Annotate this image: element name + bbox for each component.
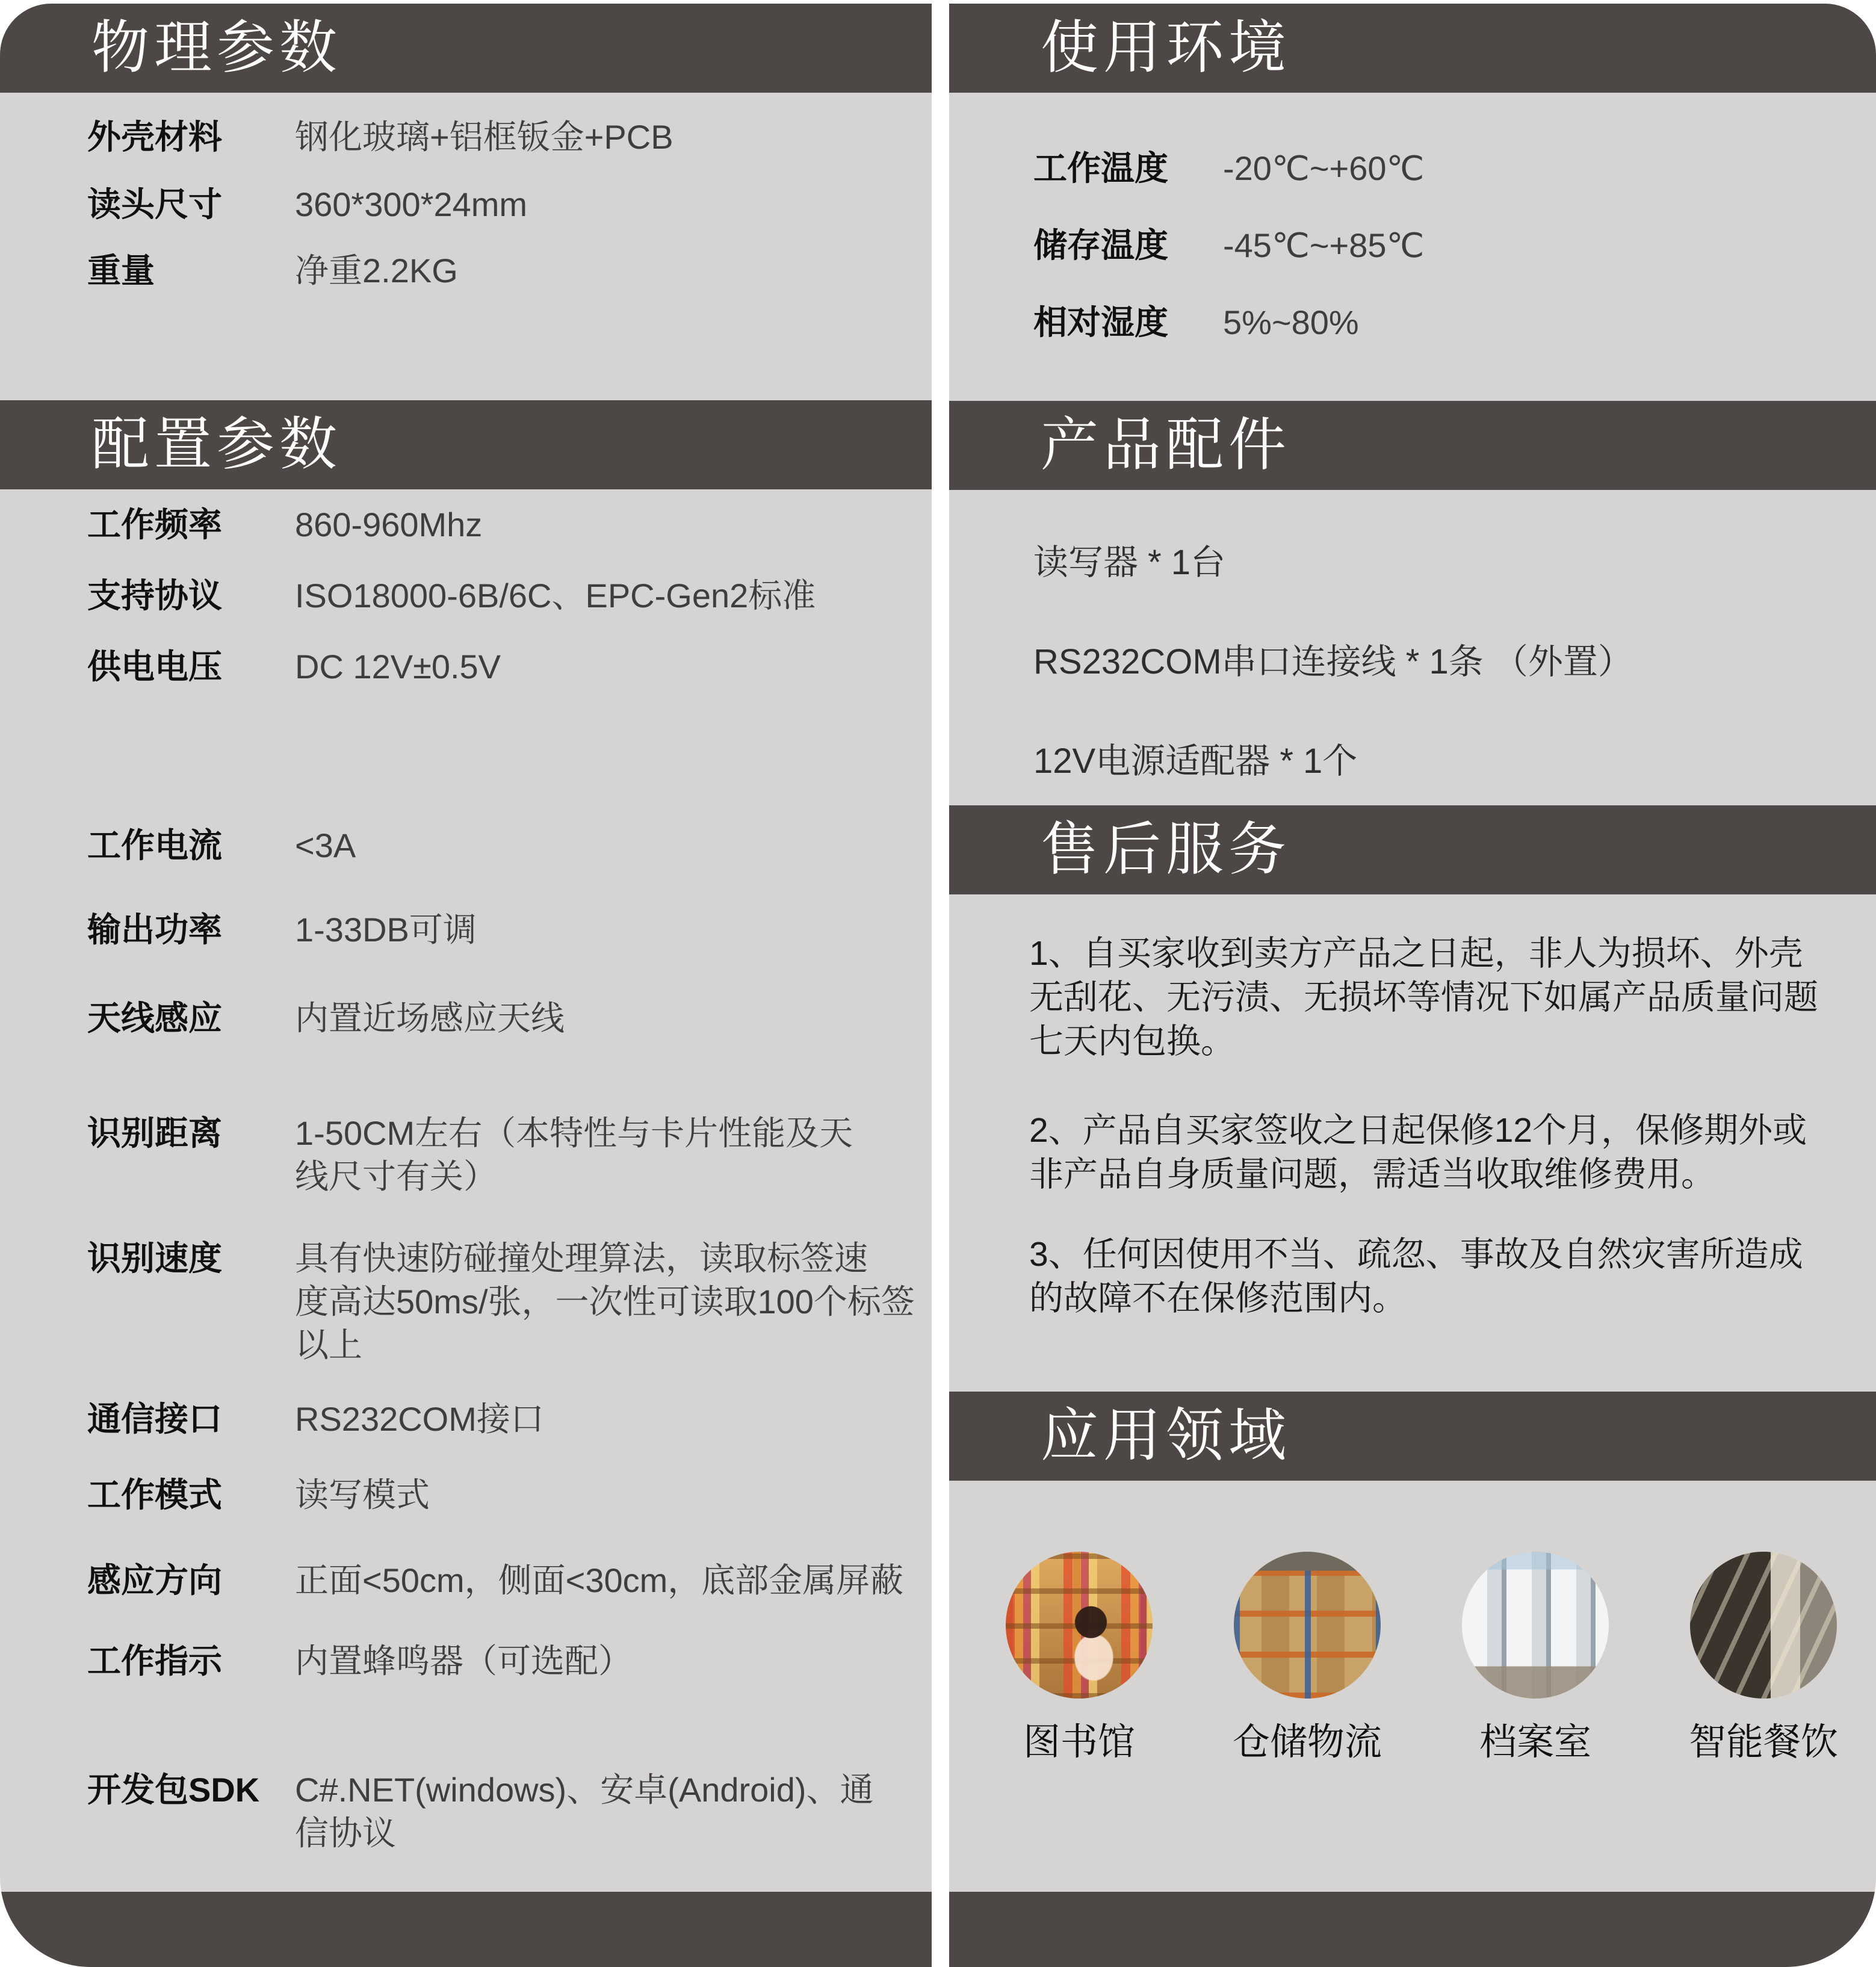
library-photo [1006, 1552, 1153, 1699]
section-title: 产品配件 [1041, 413, 1291, 477]
spec-value: 净重2.2KG [295, 252, 458, 290]
service-paragraph-1: 1、自买家收到卖方产品之日起，非人为损坏、外壳 无刮花、无污渍、无损坏等情况下如属产品质量问题 七天内包换。 [1029, 934, 1818, 1061]
section-title: 物理参数 [91, 16, 342, 80]
right-footer-bar [949, 1892, 1876, 1967]
spec-value: -45℃~+85℃ [1223, 226, 1425, 264]
spec-label: 输出功率 [87, 911, 222, 949]
spec-label: 通信接口 [87, 1400, 222, 1438]
spec-label: 工作温度 [1033, 149, 1168, 187]
spec-value: C#.NET(windows)、安卓(Android)、通 信协议 [295, 1771, 874, 1852]
warehouse-photo [1234, 1552, 1381, 1699]
accessory-item-adapter: 12V电源适配器 * 1个 [1033, 742, 1358, 781]
section-title: 使用环境 [1041, 16, 1291, 80]
spec-value: 内置近场感应天线 [295, 999, 565, 1037]
application-label-archive: 档案室 [1479, 1721, 1591, 1763]
spec-value: 1-33DB可调 [295, 911, 477, 949]
spec-label: 外壳材料 [87, 118, 222, 156]
spec-value: 具有快速防碰撞处理算法，读取标签速 度高达50ms/张，一次性可读取100个标签 以上 [295, 1239, 915, 1364]
spec-value: DC 12V±0.5V [295, 648, 501, 686]
restaurant-photo [1690, 1552, 1837, 1699]
spec-value: RS232COM接口 [295, 1400, 544, 1438]
spec-value: 360*300*24mm [295, 185, 528, 223]
left-panel [0, 4, 932, 1967]
spec-label: 开发包SDK [87, 1771, 260, 1809]
spec-label: 工作模式 [87, 1476, 222, 1514]
spec-label: 感应方向 [87, 1561, 222, 1599]
application-label-library: 图书馆 [1023, 1721, 1135, 1763]
service-paragraph-2: 2、产品自买家签收之日起保修12个月，保修期外或 非产品自身质量问题，需适当收取维修费用。 [1029, 1111, 1807, 1194]
application-label-restaurant: 智能餐饮 [1688, 1721, 1838, 1763]
spec-value: 1-50CM左右（本特性与卡片性能及天 线尺寸有关） [295, 1114, 853, 1195]
spec-value: <3A [295, 826, 356, 864]
spec-value: 钢化玻璃+铝框钣金+PCB [295, 118, 673, 156]
spec-label: 储存温度 [1033, 226, 1168, 264]
spec-value: 读写模式 [295, 1476, 430, 1514]
spec-label: 识别距离 [87, 1114, 222, 1152]
section-header-environment [949, 4, 1876, 93]
spec-label: 识别速度 [87, 1239, 222, 1277]
spec-value: 860-960Mhz [295, 506, 483, 544]
spec-value: 5%~80% [1223, 303, 1359, 341]
spec-label: 工作指示 [87, 1642, 222, 1680]
spec-label: 供电电压 [87, 648, 222, 686]
spec-label: 相对湿度 [1033, 303, 1168, 341]
spec-label: 工作电流 [87, 826, 222, 864]
accessory-item-reader: 读写器 * 1台 [1033, 543, 1226, 582]
section-header-accessories [949, 401, 1876, 490]
spec-value: 正面<50cm，侧面<30cm，底部金属屏蔽 [295, 1561, 904, 1599]
right-panel [949, 4, 1876, 1967]
left-footer-bar [0, 1892, 932, 1967]
service-paragraph-3: 3、任何因使用不当、疏忽、事故及自然灾害所造成 的故障不在保修范围内。 [1029, 1235, 1803, 1318]
section-title: 售后服务 [1041, 817, 1291, 882]
spec-value: ISO18000-6B/6C、EPC-Gen2标准 [295, 577, 816, 615]
spec-label: 工作频率 [87, 506, 222, 544]
section-title: 应用领域 [1041, 1404, 1291, 1468]
spec-label: 重量 [87, 252, 155, 290]
section-header-config [0, 400, 932, 489]
section-title: 配置参数 [91, 412, 342, 477]
spec-value: 内置蜂鸣器（可选配） [295, 1642, 632, 1680]
application-label-warehouse: 仓储物流 [1232, 1721, 1382, 1763]
section-header-service [949, 805, 1876, 894]
spec-label: 支持协议 [87, 577, 222, 615]
archive-photo [1462, 1552, 1609, 1699]
section-header-applications [949, 1392, 1876, 1481]
section-header-physical [0, 4, 932, 93]
spec-label: 读头尺寸 [87, 185, 222, 223]
spec-label: 天线感应 [87, 999, 222, 1037]
accessory-item-cable: RS232COM串口连接线 * 1条 （外置） [1033, 642, 1633, 681]
spec-value: -20℃~+60℃ [1223, 149, 1425, 187]
